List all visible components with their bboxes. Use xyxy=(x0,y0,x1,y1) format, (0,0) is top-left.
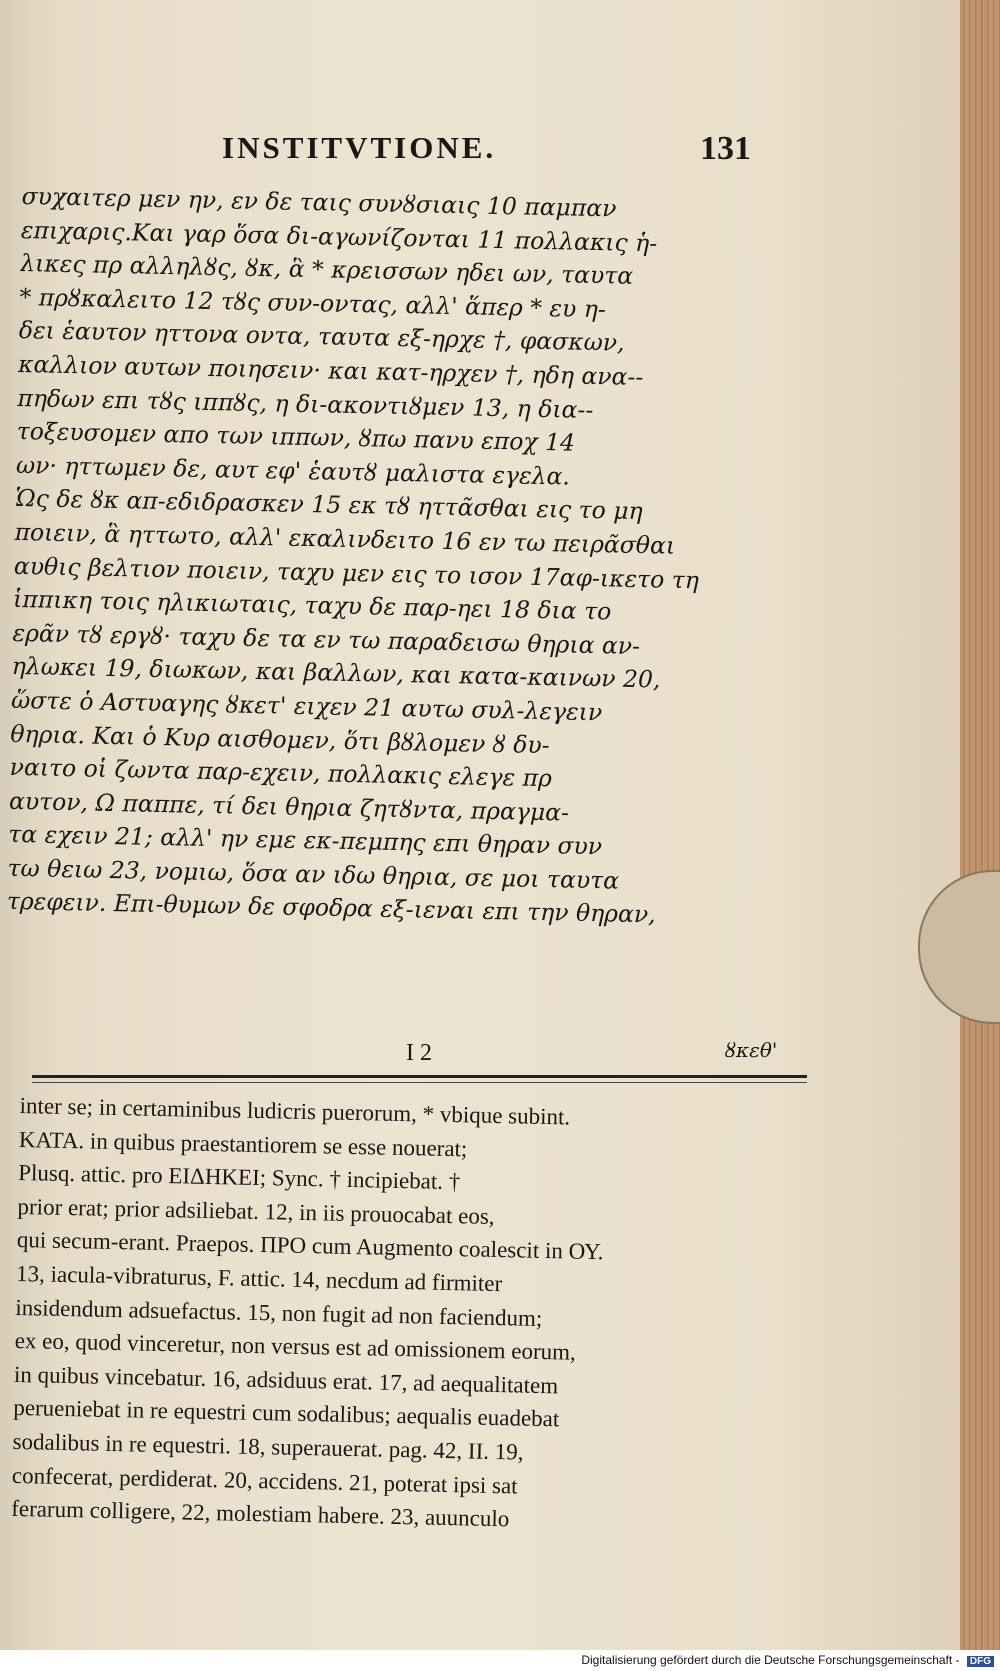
greek-line: τα εχειν 21; αλλ' ην εμε εκ-πεμπης επι θηραν συν xyxy=(8,820,603,861)
digitization-footer xyxy=(0,1650,1000,1671)
catchword: ȣκεθ' xyxy=(725,1038,778,1062)
greek-line: ποιειν, ἃ ηττωτο, αλλ' εκαλινδειτο 16 εν τω πειρᾶσθαι xyxy=(14,517,676,560)
greek-line: ηλωκει 19, διωκων, και βαλλων, και κατα-καινων 20, xyxy=(11,652,661,694)
greek-line: ναιτο οἱ ζωντα παρ-εχειν, πολλακις ελεγε πρ xyxy=(9,752,553,793)
note-line: in quibus vincebatur. 16, adsiduus erat. 17, ad aequalitatem xyxy=(13,1361,559,1399)
footer-credit xyxy=(581,1653,994,1667)
note-line: inter se; in certaminibus ludicris puerorum, * vbique subint. xyxy=(19,1092,571,1130)
latin-notes-block xyxy=(11,1090,820,1543)
note-line: ΚΑΤΑ. in quibus praestantiorem se esse nouerat; xyxy=(18,1126,468,1161)
greek-line: Ὡς δε ȣκ απ-εδιδρασκεν 15 εκ τȣ ηττᾶσθαι εις το μη xyxy=(15,484,643,526)
greek-line: επιχαρις.Και γαρ ὅσα δι-αγωνίζονται 11 πολλακις ἡ- xyxy=(20,215,658,257)
greek-line: τρεφειν. Επι-θυμων δε σφοδρα εξ-ιεναι επι την θηραν, xyxy=(6,887,656,929)
page-edge xyxy=(960,0,1000,1650)
greek-line: αυτον, Ω παππε, τί δει θηρια ζητȣντα, πραγμα- xyxy=(8,786,570,827)
footnote-rule xyxy=(32,1075,807,1083)
note-line: qui secum-erant. Praepos. ΠΡΟ cum Augmento coalescit in ΟΥ. xyxy=(16,1227,604,1265)
greek-line: * πρȣκαλειτο 12 τȣς συν-οντας, αλλ' ἅπερ * ευ η- xyxy=(19,282,607,324)
greek-line: πηδων επι τȣς ιππȣς, η δι-ακοντιȣμεν 13, η δια-- xyxy=(17,383,594,424)
greek-line: τοξευσομεν απο των ιππων, ȣπω πανυ εποχ 14 xyxy=(16,417,576,457)
dfg-logo: DFG xyxy=(967,1656,994,1667)
greek-line: ἱππικη τοις ηλικιωταις, ταχυ δε παρ-ηει 18 δια το xyxy=(12,585,612,626)
greek-line: ερᾶν τȣ εργȣ· ταχυ δε τα εν τω παραδεισω θηρια αν- xyxy=(12,618,641,660)
running-title: INSTITVTIONE. xyxy=(222,130,497,165)
note-line: sodalibus in re equestri. 18, superauerat. pag. 42, II. 19, xyxy=(12,1428,524,1465)
note-line: confecerat, perdiderat. 20, accidens. 21, poterat ipsi sat xyxy=(11,1462,518,1499)
greek-line: θηρια. Και ὁ Κυρ αισθομεν, ὅτι βȣλομεν ȣ δυ- xyxy=(10,719,550,759)
greek-line: αυθις βελτιον ποιειν, ταχυ μεν εις το ισον 17αφ-ικετο τη xyxy=(13,551,700,594)
greek-text-block xyxy=(7,180,812,935)
greek-line: ὥστε ὁ Αστυαγης ȣκετ' ειχεν 21 αυτω συλ-λεγειν xyxy=(10,685,603,727)
greek-line: δει ἑαυτον ηττονα οντα, ταυτα εξ-ηρχε †, φασκων, xyxy=(18,316,625,358)
note-line: ex eo, quod vinceretur, non versus est ad omissionem eorum, xyxy=(14,1328,577,1365)
note-line: ferarum colligere, 22, molestiam habere. 23, auunculo xyxy=(10,1496,510,1532)
greek-line: λικες πρ αλληλȣς, ȣκ, ἃ * κρεισσων ηδει ων, ταυτα xyxy=(19,249,634,291)
note-line: prior erat; prior adsiliebat. 12, in iis prouocabat eos, xyxy=(17,1193,495,1229)
greek-line: συχαιτερ μεν ην, εν δε ταις συνȣσιαις 10 παμπαν xyxy=(21,181,617,223)
note-line: perueniebat in re equestri cum sodalibus; aequalis euadebat xyxy=(13,1395,560,1432)
signature-mark: I 2 xyxy=(406,1040,432,1066)
page-number: 131 xyxy=(700,130,751,167)
note-line: 13, iacula-vibraturus, F. attic. 14, necdum ad firmiter xyxy=(15,1260,503,1297)
greek-line: καλλιον αυτων ποιησειν· και κατ-ηρχεν †, ηδη ανα-- xyxy=(17,349,644,392)
running-head xyxy=(0,130,965,180)
footer-credit-text: Digitalisierung gefördert durch die Deutsche Forschungsgemeinschaft - xyxy=(581,1653,960,1667)
note-line: insidendum adsuefactus. 15, non fugit ad non faciendum; xyxy=(15,1294,543,1331)
greek-line: ων· ηττωμεν δε, αυτ εφ' ἑαυτȣ μαλιστα εγελα. xyxy=(15,450,571,491)
note-line: Plusq. attic. pro ΕΙΔΗΚΕΙ; Sync. † incipiebat. † xyxy=(18,1160,461,1195)
greek-line: τω θειω 23, νομιω, ὅσα αν ιδω θηρια, σε μοι ταυτα xyxy=(7,853,620,895)
